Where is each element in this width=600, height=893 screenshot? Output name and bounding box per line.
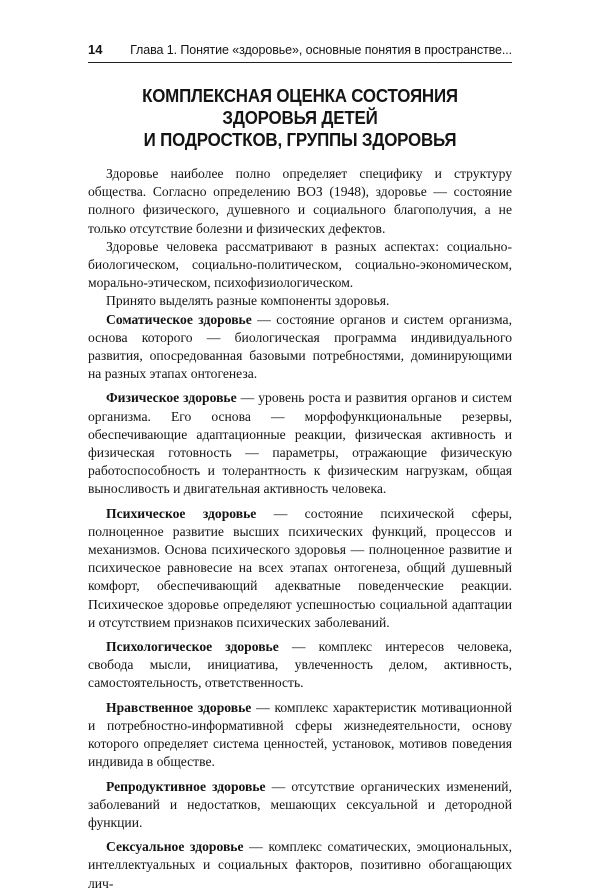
paragraph [88,165,512,238]
body-text [88,165,512,893]
term: Нравственное здоровье [106,699,252,715]
paragraph-text: — уровень роста и развития органов и систем организма. Его основа — морфофункциональные резервы, обеспечивающие адаптационные реакции, физическая активность и физическая готовность — параметры, отражающие физическую работоспособность и толерантность к физическим нагрузкам, общая выносливость и двигательная активность человека. [88,390,512,497]
chapter-title: Глава 1. Понятие «здоровье», основные понятия в пространстве... [130,43,512,57]
paragraph [88,238,512,293]
section-title-line-1: КОМПЛЕКСНАЯ ОЦЕНКА СОСТОЯНИЯ ЗДОРОВЬЯ ДЕТЕЙ [142,86,458,128]
paragraph [88,638,512,693]
paragraph-text: — комплекс соматических, эмоциональных, интеллектуальных и социальных факторов, позитивно обогащающих лич- [88,839,512,891]
section-title-line-2: И ПОДРОСТКОВ, ГРУППЫ ЗДОРОВЬЯ [143,130,457,150]
paragraph-text: — состояние психической сферы, полноценное развитие высших психических функций, процессов и механизмов. Основа психического здоровья — полноценное развитие и психическое равновесие на всех этапах онтогенеза, общий душевный комфорт, обеспечивающий адекватные поведенческие реакции. Психическое здоровье определяют успешностью социальной адаптации и отсутствием признаков психических заболеваний. [88,505,513,630]
paragraph [88,505,512,632]
page-number: 14 [88,42,103,57]
paragraph-text: — состояние органов и систем организма, основа которого — биологическая программа индивидуального развития, опосредованная базовыми потребностями, доминирующими на разных этапах онтогенеза. [88,311,512,382]
section-title [101,85,500,151]
term: Физическое здоровье [106,390,237,406]
paragraph [88,778,512,833]
paragraph [88,311,512,384]
term: Сексуальное здоровье [106,839,244,855]
paragraph [88,699,512,772]
term: Психологическое здоровье [106,639,279,655]
term: Репродуктивное здоровье [106,778,266,794]
running-header [88,42,512,63]
paragraph [88,838,512,893]
paragraph-text: — комплекс характеристик мотивационной и потребностно-информативной сферы жизнедеятельности, основу которого определяет система ценностей, установок, мотивов поведения индивида в обществе. [88,699,512,770]
paragraph-text: — отсутствие органических изменений, заболеваний и недостатков, мешающих сексуальной и детородной функции. [88,778,512,830]
paragraph-text: Принято выделять разные компоненты здоровья. [106,293,390,309]
paragraph [88,292,512,310]
paragraph-text: Здоровье наиболее полно определяет специфику и структуру общества. Согласно определению ВОЗ (1948), здоровье — состояние полного физического, душевного и социального благополучия, а не только отсутствие болезни и физических дефектов. [88,166,512,236]
paragraph-text: Здоровье человека рассматривают в разных аспектах: социально-биологическом, социально-политическом, социально-экономическом, морально-этическом, психофизиологическом. [88,238,512,291]
paragraph-text: — комплекс интересов человека, свобода мысли, инициатива, увлеченность делом, активность, самостоятельность, ответственность. [88,639,512,691]
paragraph [88,389,512,498]
term: Психическое здоровье [106,505,257,521]
term: Соматическое здоровье [106,311,252,327]
